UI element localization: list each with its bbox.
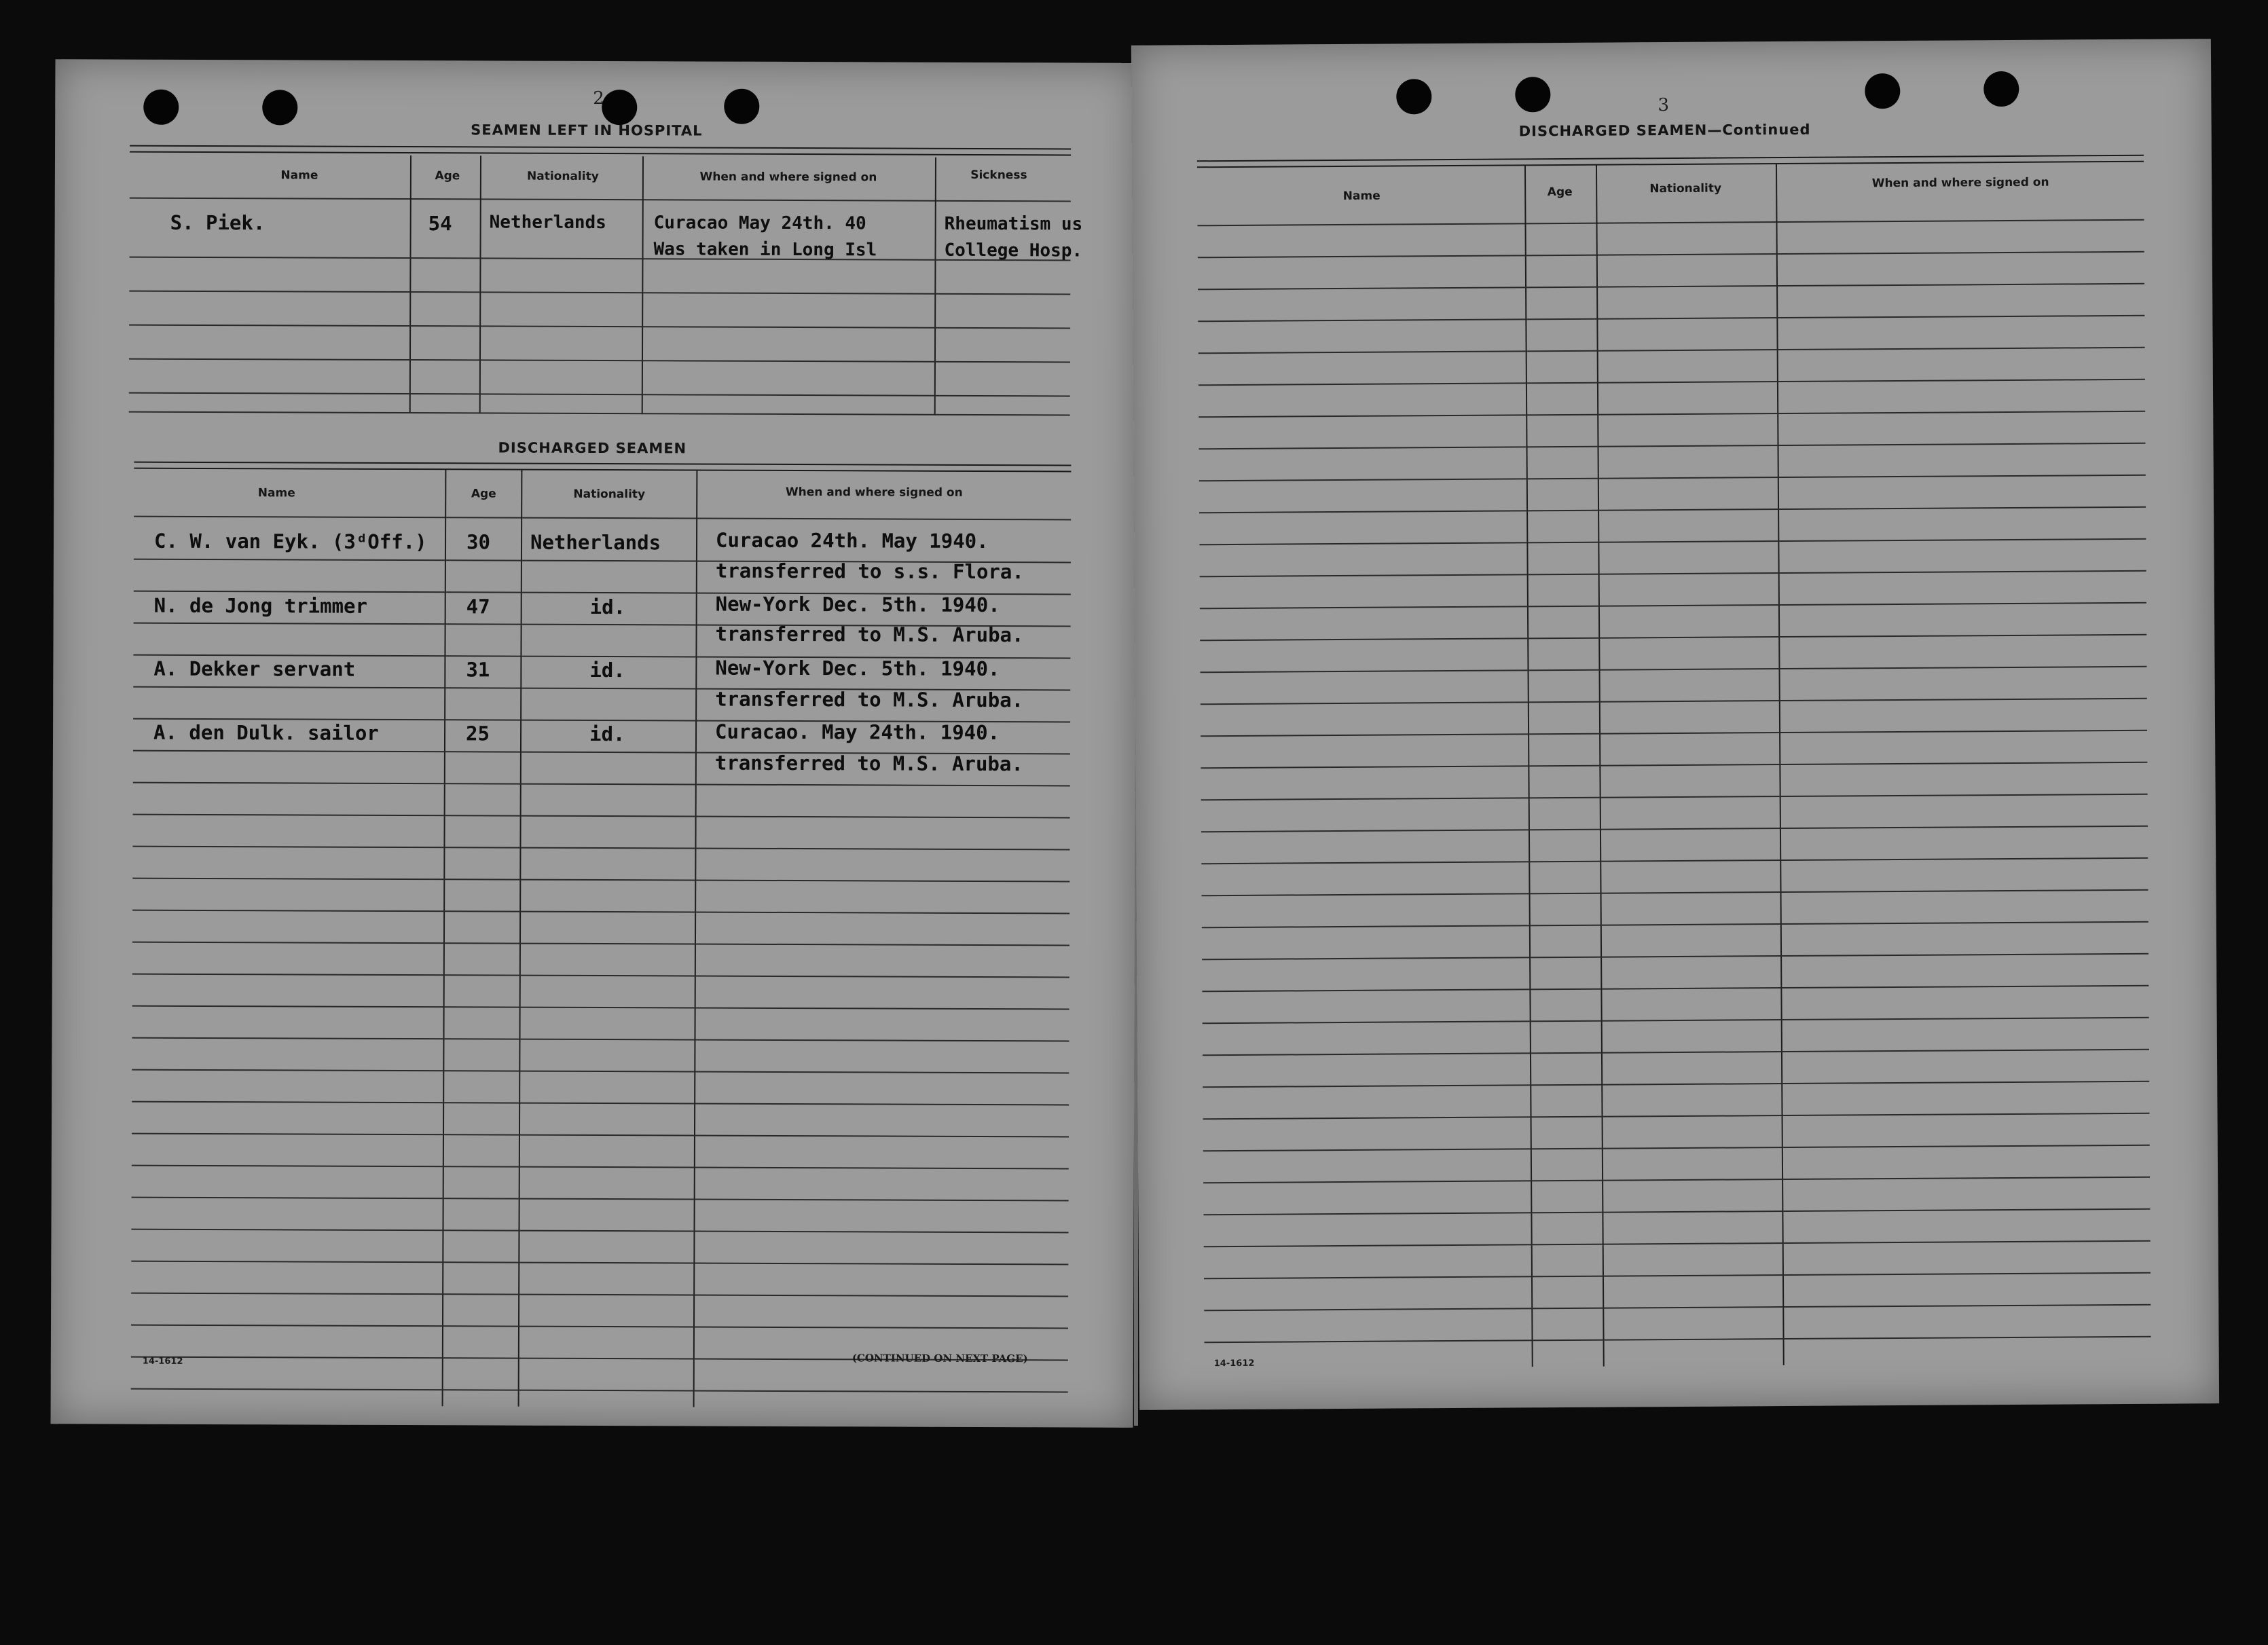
- ledger-line: [1201, 826, 2148, 833]
- ledger-line: [132, 1005, 1069, 1010]
- ledger-line: [1199, 411, 2145, 418]
- discharged-name: A. Dekker servant: [153, 657, 356, 681]
- column-divider: [518, 470, 523, 1407]
- ledger-line: [1201, 762, 2147, 769]
- ledger-line: [132, 846, 1069, 851]
- ledger-line: [131, 1229, 1068, 1234]
- ledger-line: [1205, 1336, 2151, 1344]
- ledger-line: [1203, 1177, 2150, 1184]
- hospital-sickness: College Hosp.: [944, 240, 1083, 261]
- ledger-line: [1203, 1081, 2149, 1088]
- discharged-note: transferred to s.s. Flora.: [715, 559, 1024, 584]
- column-divider: [642, 156, 644, 414]
- discharged-name: A. den Dulk. sailor: [153, 720, 379, 745]
- discharged-signed-on: Curacao. May 24th. 1940.: [715, 720, 1000, 745]
- hospital-nationality: Netherlands: [489, 212, 606, 234]
- discharged-age: 25: [465, 722, 490, 745]
- discharged-note: transferred to M.S. Aruba.: [715, 687, 1024, 712]
- ledger-line: [1202, 953, 2148, 961]
- ledger-line: [1203, 1017, 2149, 1024]
- ledger-line: [131, 1261, 1068, 1265]
- ledger-line: [1201, 730, 2147, 737]
- header-signed-on: When and where signed on: [1871, 175, 2049, 191]
- section-title-continued: DISCHARGED SEAMEN—Continued: [1518, 121, 1811, 140]
- ledger-line: [1199, 443, 2146, 450]
- discharged-nationality: id.: [589, 595, 626, 619]
- ledger-line: [1201, 794, 2148, 801]
- column-divider: [442, 469, 447, 1406]
- column-divider: [693, 470, 698, 1407]
- header-signed-on: When and where signed on: [785, 485, 963, 500]
- form-code: 14-1612: [1213, 1358, 1255, 1369]
- title-rule: [134, 462, 1071, 473]
- ledger-line: [131, 1388, 1068, 1393]
- punch-hole: [1396, 79, 1431, 114]
- header-name: Name: [280, 168, 318, 183]
- column-divider: [409, 155, 411, 413]
- punch-hole: [1983, 71, 2019, 107]
- ledger-line: [1204, 1272, 2151, 1280]
- ledger-line: [1198, 315, 2144, 322]
- continued-note: (CONTINUED ON NEXT PAGE): [852, 1352, 1028, 1365]
- ledger-line: [131, 1293, 1068, 1297]
- table-rule: [129, 257, 1070, 261]
- ledger-line: [1203, 1049, 2149, 1056]
- ledger-line: [1204, 1240, 2151, 1248]
- table-rule: [129, 325, 1070, 329]
- header-age: Age: [435, 169, 460, 183]
- discharged-age: 30: [466, 530, 491, 554]
- hospital-name: S. Piek.: [170, 210, 266, 235]
- ledger-line: [132, 910, 1069, 914]
- ledger-line: [1203, 1113, 2150, 1120]
- ledger-line: [132, 974, 1069, 978]
- discharged-note: transferred to M.S. Aruba.: [715, 622, 1024, 647]
- ledger-line: [1202, 985, 2148, 993]
- ledger-line: [1200, 570, 2146, 578]
- header-nationality: Nationality: [526, 169, 599, 184]
- punch-hole: [1515, 77, 1550, 112]
- ledger-line: [1202, 889, 2148, 897]
- ledger-line: [132, 1069, 1069, 1074]
- discharged-nationality: id.: [589, 658, 625, 682]
- ledger-line: [1201, 857, 2148, 865]
- header-rule: [1197, 219, 2144, 227]
- ledger-line: [1199, 379, 2145, 386]
- right-page: [1131, 39, 2219, 1410]
- title-rule: [1197, 155, 2144, 168]
- discharged-note: transferred to M.S. Aruba.: [714, 751, 1023, 776]
- left-page: [50, 59, 1137, 1428]
- ledger-line: [1198, 251, 2144, 259]
- punch-hole: [1865, 73, 1900, 109]
- discharged-signed-on: New-York Dec. 5th. 1940.: [715, 656, 1000, 681]
- ledger-line: [1198, 283, 2144, 291]
- punch-hole: [143, 90, 179, 125]
- hospital-age: 54: [428, 212, 452, 236]
- ledger-line: [132, 942, 1069, 946]
- ledger-line: [131, 1325, 1068, 1329]
- punch-hole: [724, 89, 759, 124]
- section-title-discharged: DISCHARGED SEAMEN: [498, 439, 687, 457]
- discharged-age: 47: [466, 595, 490, 618]
- table-rule: [129, 291, 1070, 295]
- hospital-sickness: Rheumatism us: [944, 213, 1083, 235]
- ledger-line: [132, 1197, 1069, 1202]
- column-divider: [934, 158, 936, 415]
- header-rule: [134, 516, 1071, 521]
- page-number: 3: [1658, 95, 1670, 116]
- discharged-nationality: Netherlands: [530, 530, 661, 555]
- ledger-line: [1202, 921, 2148, 929]
- ledger-line: [1203, 1145, 2150, 1152]
- table-rule: [129, 411, 1070, 416]
- discharged-signed-on: Curacao 24th. May 1940.: [715, 528, 989, 553]
- ledger-line: [132, 1165, 1069, 1170]
- punch-hole: [262, 90, 297, 125]
- table-rule: [129, 392, 1070, 397]
- header-name: Name: [1342, 189, 1380, 203]
- hospital-signed-on: Curacao May 24th. 40: [653, 212, 866, 234]
- header-nationality: Nationality: [1649, 181, 1722, 196]
- ledger-line: [1199, 538, 2146, 546]
- discharged-signed-on: New-York Dec. 5th. 1940.: [715, 592, 1000, 617]
- ledger-line: [132, 878, 1069, 883]
- title-rule: [130, 145, 1071, 156]
- table-rule: [129, 358, 1070, 363]
- ledger-line: [1200, 634, 2146, 642]
- discharged-age: 31: [466, 658, 490, 682]
- hospital-signed-on: Was taken in Long Isl: [653, 239, 877, 261]
- ledger-line: [1199, 506, 2146, 514]
- ledger-line: [1199, 347, 2145, 354]
- header-nationality: Nationality: [573, 487, 646, 502]
- header-sickness: Sickness: [970, 168, 1027, 183]
- ledger-line: [1200, 602, 2146, 610]
- discharged-nationality: id.: [589, 722, 625, 746]
- punch-hole: [602, 90, 637, 125]
- ledger-line: [1199, 475, 2146, 482]
- discharged-name: C. W. van Eyk. (3ᵈOff.): [153, 529, 427, 554]
- ledger-line: [132, 1101, 1069, 1106]
- ledger-line: [1204, 1304, 2151, 1312]
- header-age: Age: [1547, 185, 1573, 200]
- ledger-line: [132, 1133, 1069, 1138]
- section-title-hospital: SEAMEN LEFT IN HOSPITAL: [471, 122, 703, 139]
- header-name: Name: [257, 486, 295, 500]
- ledger-line: [133, 782, 1070, 787]
- ledger-lines: [1131, 39, 2211, 45]
- discharged-name: N. de Jong trimmer: [153, 593, 368, 618]
- header-rule: [130, 198, 1071, 202]
- page-number: 2: [593, 88, 604, 109]
- ledger-line: [132, 1037, 1069, 1042]
- header-signed-on: When and where signed on: [699, 170, 877, 185]
- ledger-line: [1201, 698, 2147, 705]
- ledger-line: [1201, 666, 2147, 673]
- ledger-line: [133, 814, 1070, 819]
- ledger-line: [1203, 1208, 2150, 1216]
- column-divider: [479, 155, 481, 413]
- form-code: 14-1612: [142, 1356, 183, 1367]
- ledger-lines: [56, 59, 1138, 63]
- header-age: Age: [471, 487, 496, 501]
